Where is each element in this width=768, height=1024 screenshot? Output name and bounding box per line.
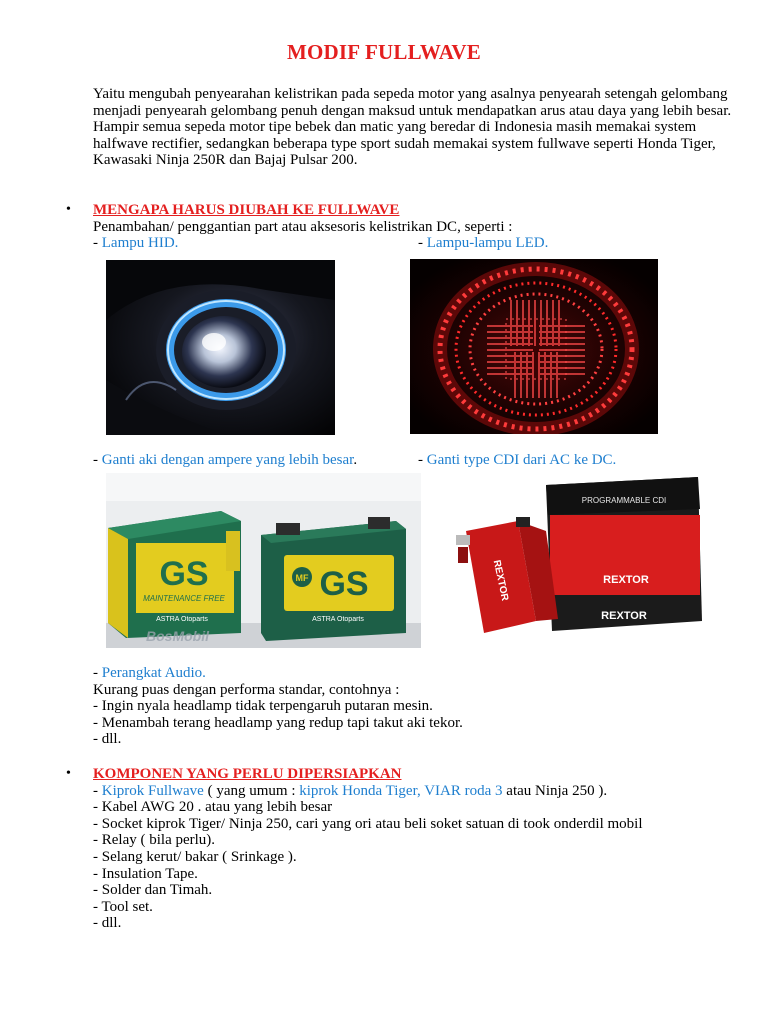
svg-text:MF: MF bbox=[295, 573, 309, 583]
component-item: - Kabel AWG 20 . atau yang lebih besar bbox=[93, 799, 333, 816]
cdi-image bbox=[446, 471, 706, 643]
intro-text bbox=[93, 86, 733, 169]
list-item-led: - Lampu-lampu LED. bbox=[418, 235, 549, 252]
battery-brand-left: GS bbox=[159, 555, 209, 593]
svg-text:ASTRA Otoparts: ASTRA Otoparts bbox=[312, 616, 364, 623]
svg-text:ASTRA Otoparts: ASTRA Otoparts bbox=[156, 616, 208, 623]
intro-paragraph: Hampir semua sepeda motor tipe bebek dan matic yang beredar di Indonesia masih memakai system halfwave rectifier, sedangkan beberapa type sport sudah memakai system fullwave seperti Honda Tiger, Kawasaki Ninja 250R dan Bajaj Pulsar 200. bbox=[93, 119, 716, 169]
svg-text:REXTOR: REXTOR bbox=[603, 574, 649, 586]
section-heading: MENGAPA HARUS DIUBAH KE FULLWAVE bbox=[93, 202, 400, 218]
svg-text:REXTOR: REXTOR bbox=[490, 559, 511, 602]
bullet: • bbox=[66, 202, 71, 217]
battery-image bbox=[106, 473, 421, 648]
hid-headlight-image bbox=[106, 260, 335, 435]
component-item: - Insulation Tape. bbox=[93, 865, 198, 882]
component-item: - dll. bbox=[93, 915, 122, 932]
list-item-cdi: - Ganti type CDI dari AC ke DC. bbox=[418, 452, 617, 468]
page-title: MODIF FULLWAVE bbox=[287, 40, 481, 64]
section-lead: Penambahan/ penggantian part atau aksesoris kelistrikan DC, seperti : bbox=[93, 218, 513, 235]
section-heading: KOMPONEN YANG PERLU DIPERSIAPKAN bbox=[93, 766, 402, 782]
component-item: - Selang kerut/ bakar ( Srinkage ). bbox=[93, 848, 297, 865]
example-item: - dll. bbox=[93, 731, 122, 748]
battery-brand-right: GS bbox=[319, 565, 369, 603]
component-item: - Relay ( bila perlu). bbox=[93, 832, 216, 849]
component-item: - Kiprok Fullwave ( yang umum : kiprok Honda Tiger, VIAR roda 3 atau Ninja 250 ). bbox=[93, 782, 608, 799]
bullet: • bbox=[66, 766, 71, 781]
intro-paragraph: Yaitu mengubah penyearahan kelistrikan pada sepeda motor yang asalnya penyearah setengah gelombang menjadi penyearah gelombang penuh dengan maksud untuk mendapatkan arus atau daya yang lebih besar. bbox=[93, 86, 732, 119]
section1-continued bbox=[93, 665, 743, 748]
led-lamp-image bbox=[410, 259, 658, 434]
example-item: - Ingin nyala headlamp tidak terpengaruh putaran mesin. bbox=[93, 698, 433, 715]
component-item: - Solder dan Timah. bbox=[93, 882, 213, 899]
list-item-hid: - Lampu HID. bbox=[93, 235, 179, 252]
svg-text:MAINTENANCE FREE: MAINTENANCE FREE bbox=[143, 594, 225, 603]
list-item-audio: - Perangkat Audio. bbox=[93, 665, 206, 681]
cdi-box-label: PROGRAMMABLE CDI bbox=[581, 496, 667, 505]
svg-text:REXTOR: REXTOR bbox=[601, 610, 647, 622]
section-components bbox=[66, 766, 746, 932]
example-item: - Menambah terang headlamp yang redup tapi takut aki tekor. bbox=[93, 714, 463, 731]
component-item: - Socket kiprok Tiger/ Ninja 250, cari yang ori atau beli soket satuan di took onderdil mobil bbox=[93, 815, 643, 832]
watermark: BosMobil bbox=[146, 628, 209, 644]
list-item-aki: - Ganti aki dengan ampere yang lebih besar. bbox=[93, 452, 358, 468]
section-why-fullwave bbox=[66, 202, 746, 252]
sub-lead: Kurang puas dengan performa standar, contohnya : bbox=[93, 681, 400, 698]
row-aki-cdi bbox=[93, 452, 743, 469]
component-item: - Tool set. bbox=[93, 898, 153, 915]
